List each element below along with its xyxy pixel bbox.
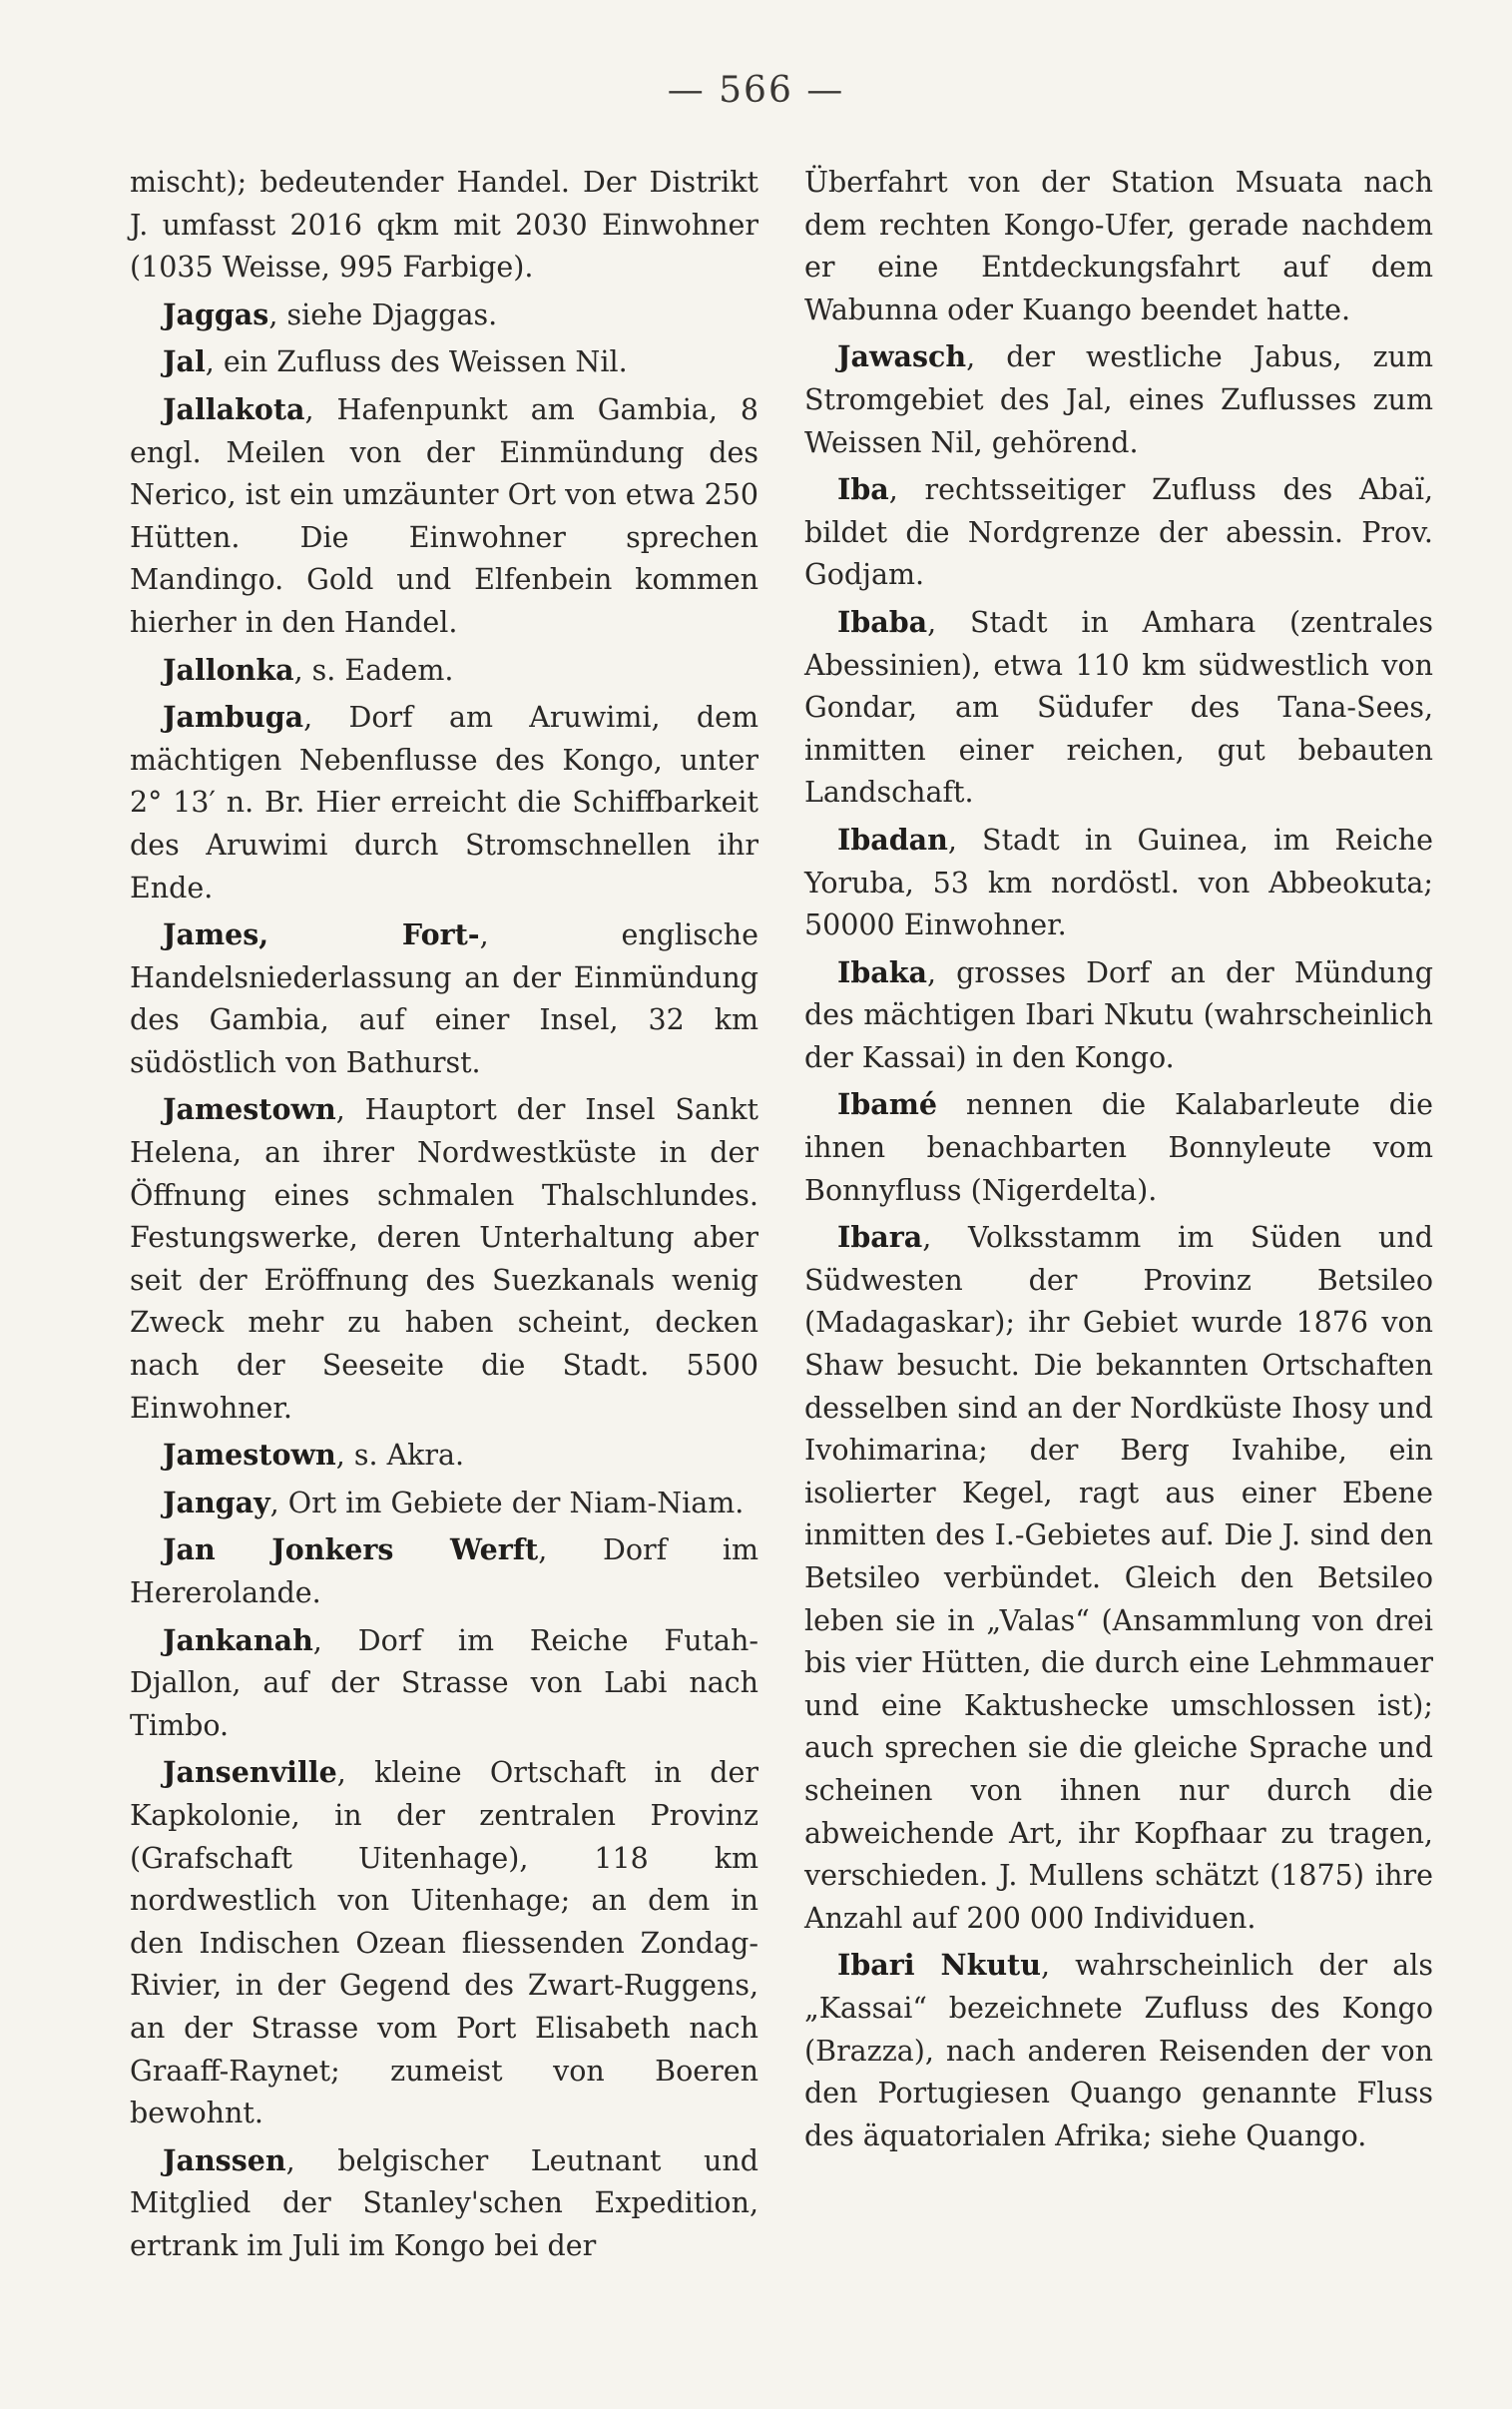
entry-headword: Jamestown (163, 1092, 336, 1127)
dictionary-entry (804, 1944, 1433, 2157)
dictionary-entry (130, 294, 758, 337)
entry-headword: Ibaka (837, 954, 927, 989)
dictionary-entry (804, 335, 1433, 464)
entry-text: , Stadt in Amhara (zentrales Abessinien), etwa 110 km südwestlich von Gondar, am Südufer des Tana-Sees, inmitten einer reichen, gut bebauten Landschaft. (804, 605, 1433, 810)
entry-text: , wahrscheinlich der als „Kassai“ bezeichnete Zufluss des Kongo (Brazza), nach anderen Reisenden der von den Portugiesen Quango genannte Fluss des äquatorialen Afrika; siehe Quango. (804, 1949, 1433, 2152)
dictionary-entry (130, 913, 758, 1084)
entry-text: , der westliche Jabus, zum Stromgebiet des Jal, eines Zuflusses zum Weissen Nil, gehörend. (804, 340, 1433, 459)
right-column (804, 162, 1433, 2161)
entry-text: , s. Eadem. (293, 653, 454, 687)
entry-text: , Volksstamm im Süden und Südwesten der Provinz Betsileo (Madagaskar); ihr Gebiet wurde 1876 von Shaw besucht. Die bekannten Ortschaften desselben sind an der Nordküste Ihosy und Ivohimarina; der Berg Ivahibe, ein isolierter Kegel, ragt aus einer Ebene inmitten des I.-Gebietes auf. Die J. sind den Betsileo verbündet. Gleich den Betsileo leben sie in „Valas“ (Ansammlung von drei bis vier Hütten, die durch eine Lehmmauer und eine Kaktushecke umschlossen ist); auch sprechen sie die gleiche Sprache und scheinen von ihnen nur durch die abweichende Art, ihr Kopfhaar zu tragen, verschieden. J. Mullens schätzt (1875) ihre Anzahl auf 200 000 Individuen. (804, 1221, 1433, 1935)
entry-text: Überfahrt von der Station Msuata nach dem rechten Kongo-Ufer, gerade nachdem er eine Entdeckungsfahrt auf dem Wabunna oder Kuango beendet hatte. (804, 166, 1433, 326)
dictionary-entry (130, 1751, 758, 2134)
dictionary-entry (130, 1482, 758, 1525)
entry-headword: Jangay (163, 1485, 270, 1519)
entry-text: , englische Handelsniederlassung an der Einmündung des Gambia, auf einer Insel, 32 km südöstlich von Bathurst. (130, 918, 759, 1079)
entry-headword: Jallonka (163, 652, 294, 687)
entry-headword: Ibara (837, 1220, 923, 1255)
dictionary-entry (130, 696, 758, 909)
entry-text: , Stadt in Guinea, im Reiche Yoruba, 53 km nordöstl. von Abbeokuta; 50000 Einwohner. (804, 823, 1433, 942)
entry-text: , Dorf im Reiche Futah-Djallon, auf der Strasse von Labi nach Timbo. (130, 1623, 758, 1742)
entry-headword: Jankanah (163, 1622, 313, 1657)
dictionary-entry (804, 1216, 1433, 1940)
entry-headword: Jaggas (163, 297, 269, 331)
entry-headword: Iba (837, 472, 889, 507)
entry-headword: Jawasch (837, 339, 967, 374)
entry-headword: Ibaba (837, 604, 928, 639)
dictionary-entry (804, 162, 1433, 331)
dictionary-entry (804, 951, 1433, 1080)
entry-headword: Ibari Nkutu (837, 1948, 1041, 1983)
dictionary-entry (130, 649, 758, 693)
dictionary-entry (130, 1619, 758, 1748)
entry-text: , kleine Ortschaft in der Kapkolonie, in der zentralen Provinz (Grafschaft Uitenhage), 118 km nordwestlich von Uitenhage; an dem in den Indischen Ozean fliessenden Zondag-Rivier, in der Gegend des Zwart-Ruggens, an der Strasse vom Port Elisabeth nach Graaff-Raynet; zumeist von Boeren bewohnt. (130, 1756, 758, 2130)
entry-text: , belgischer Leutnant und Mitglied der Stanley'schen Expedition, ertrank im Juli im Kongo bei der (130, 2143, 758, 2262)
entry-text: , Dorf im Hererolande. (130, 1533, 758, 1609)
entry-text: , s. Akra. (335, 1439, 465, 1473)
entry-text: , rechtsseitiger Zufluss des Abaï, bildet die Nordgrenze der abessin. Prov. Godjam. (804, 473, 1433, 592)
dictionary-entry (804, 601, 1433, 815)
dictionary-entry (804, 819, 1433, 947)
entry-text: nennen die Kalabarleute die ihnen benachbarten Bonnyleute vom Bonnyfluss (Nigerdelta). (804, 1088, 1433, 1207)
entry-text: , Hauptort der Insel Sankt Helena, an ihrer Nordwestküste in der Öffnung eines schmalen Thalschlundes. Festungswerke, deren Unterhaltung aber seit der Eröffnung des Suezkanals wenig Zweck mehr zu haben scheint, decken nach der Seeseite die Stadt. 5500 Einwohner. (130, 1093, 758, 1425)
entry-text: , ein Zufluss des Weissen Nil. (205, 345, 628, 379)
entry-headword: Ibadan (837, 822, 948, 857)
dictionary-entry (130, 340, 758, 384)
entry-headword: Jallakota (163, 391, 305, 426)
entry-headword: Jan Jonkers Werft (163, 1532, 539, 1567)
entry-headword: James, Fort- (163, 917, 480, 952)
entry-text: mischt); bedeutender Handel. Der Distrikt J. umfasst 2016 qkm mit 2030 Einwohner (1035 Weisse, 995 Farbige). (130, 166, 758, 285)
dictionary-entry (130, 162, 758, 290)
entry-headword: Jambuga (163, 700, 304, 735)
entry-text: , grosses Dorf an der Mündung des mächtigen Ibari Nkutu (wahrscheinlich der Kassai) in den Kongo. (804, 955, 1433, 1074)
entry-headword: Ibamé (837, 1087, 938, 1122)
dictionary-entry (130, 2139, 758, 2268)
entry-headword: Janssen (163, 2142, 286, 2177)
entry-headword: Jamestown (163, 1438, 336, 1473)
page-number: — 566 — (667, 70, 845, 111)
dictionary-entry (130, 1528, 758, 1614)
dictionary-entry (130, 1088, 758, 1430)
entry-headword: Jal (163, 344, 206, 379)
entry-text: , siehe Djaggas. (268, 298, 498, 331)
dictionary-entry (804, 468, 1433, 597)
dictionary-entry (130, 1434, 758, 1478)
dictionary-entry (130, 388, 758, 645)
dictionary-entry (804, 1083, 1433, 1212)
entry-text: , Hafenpunkt am Gambia, 8 engl. Meilen von der Einmündung des Nerico, ist ein umzäunter Ort von etwa 250 Hütten. Die Einwohner sprechen Mandingo. Gold und Elfenbein kommen hierher in den Handel. (130, 392, 758, 639)
left-column (130, 162, 758, 2272)
entry-text: , Ort im Gebiete der Niam-Niam. (269, 1486, 745, 1519)
entry-headword: Jansenville (163, 1755, 337, 1790)
entry-text: , Dorf am Aruwimi, dem mächtigen Nebenflusse des Kongo, unter 2° 13′ n. Br. Hier erreicht die Schiffbarkeit des Aruwimi durch Stromschnellen ihr Ende. (130, 701, 758, 904)
